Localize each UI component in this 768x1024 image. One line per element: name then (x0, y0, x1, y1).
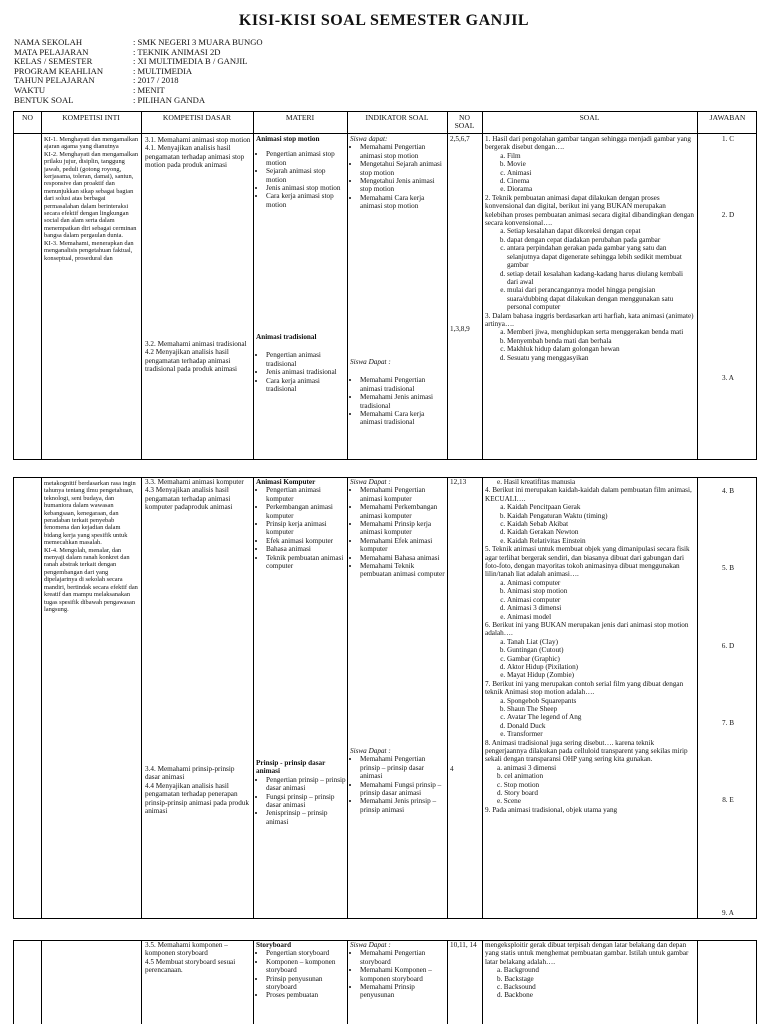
list-item: • Memahami Prinsip kerja animasi komputer (360, 520, 446, 537)
question-option: a. Spongebob Squarepants (507, 697, 695, 705)
question-option: b. dapat dengan cepat diadakan perubahan pada gambar (507, 236, 695, 244)
header-no-soal: NO SOAL (454, 113, 475, 131)
list-item: • Komponen – komponen storyboard (266, 958, 346, 975)
indikator-list (350, 486, 446, 578)
question-option: e. Hasil kreatifitas manusia (497, 478, 576, 486)
list-item: • Memahami Efek animasi komputer (360, 537, 446, 554)
question-option: b. Animasi stop motion (507, 587, 695, 595)
list-item: • Memahami Fungsi prinsip – prinsip dasar animasi (360, 781, 446, 798)
option-list (485, 227, 695, 311)
no-soal-1: 2,5,6,7 (450, 135, 470, 143)
question-option: e. Diorama (507, 185, 695, 193)
table-page-2 (13, 477, 757, 919)
question-option: c. Kaidah Sebab Akibat (507, 520, 695, 528)
list-item: • Memahami Jenis prinsip – prinsip animasi (360, 797, 446, 814)
list-item: • Pengertian storyboard (266, 949, 346, 957)
list-item: • Bahasa animasi (266, 545, 346, 553)
option-list (485, 152, 695, 194)
option-list (485, 638, 695, 680)
no-soal-5: 10,11, 14 (450, 941, 477, 949)
list-item: • Pengertian animasi tradisional (266, 351, 346, 368)
list-item: • Memahami Cara kerja animasi stop motion (360, 194, 446, 211)
info-key: MATA PELAJARAN (14, 46, 89, 57)
question-text: 7. Berikut ini yang merupakan contoh serial film yang dibuat dengan teknik Animasi stop motion adalah…. (485, 679, 684, 697)
info-value: : TEKNIK ANIMASI 2D (133, 46, 221, 57)
question-option: d. Cinema (507, 177, 695, 185)
header-indikator: INDIKATOR SOAL (365, 113, 429, 122)
option-list (485, 697, 695, 739)
no-soal-2: 1,3,8,9 (450, 325, 470, 333)
kompetisi-dasar-3-1: 3.1. Memahami animasi stop motion 4.1. Menyajikan analisis hasil pengamatan terhadap animasi stop motion pada produk animasi (145, 136, 251, 170)
question-text: 5. Teknik animasi untuk membuat objek yang dimanipulasi secara fisik agar terlihat bergerak sendiri, dan biasanya dibuat dari gabungan dari foto-foto, dengan mayoritas tokoh animasinya dibuat menggunakan lilin/tanah liat adalah animasi…. (485, 545, 690, 579)
question-option: a. Setiap kesalahan dapat dikoreksi dengan cepat (507, 227, 695, 235)
question-option: d. Donald Duck (507, 722, 695, 730)
question-option: b. Guntingan (Cutout) (507, 646, 695, 654)
list-item: • Mengetahui Jenis animasi stop motion (360, 177, 446, 194)
kompetisi-dasar-3-3: 3.3. Memahami animasi komputer 4.3 Menyajikan analisis hasil pengamatan terhadap animasi komputer padaproduk animasi (145, 478, 244, 512)
jawaban-4: 4. B (722, 487, 734, 495)
list-item: • Memahami Jenis animasi tradisional (360, 393, 446, 410)
question-option: b. Backstage (497, 974, 534, 983)
list-item: • Cara kerja animasi stop motion (266, 192, 346, 209)
list-item: • Fungsi prinsip – prinsip dasar animasi (266, 793, 346, 810)
list-item: • Pengertian animasi stop motion (266, 150, 346, 167)
indikator-list (350, 755, 446, 814)
question-option: c. antara perpindahan gerakan pada gambar yang satu dan selanjutnya dapat digenerate sehingga lebih sedikit membuat gambar (507, 244, 695, 269)
question-option: d. Story board (497, 789, 538, 798)
question-text: 6. Berikut ini yang BUKAN merupakan jenis dari animasi stop motion adalah…. (485, 620, 689, 638)
info-value: : MULTIMEDIA (133, 65, 193, 76)
question-text: 4. Berikut ini merupakan kaidah-kaidah dalam pembuatan film animasi, KECUALI…. (485, 486, 692, 503)
question-option: a. animasi 3 dimensi (497, 763, 557, 772)
jawaban-1: 1. C (722, 135, 734, 143)
materi-list (256, 776, 346, 826)
materi-storyboard: Storyboard • Pengertian storyboard • Komponen – komponen storyboard • Prinsip penyusunan storyboard • Proses pembuatan (256, 941, 346, 1000)
question-option: b. Shaun The Sheep (507, 705, 695, 713)
kompetisi-dasar-3-2: 3.2. Memahami animasi tradisional 4.2 Menyajikan analisis hasil pengamatan terhadap animasi tradisional pada produk animasi (145, 340, 247, 374)
jawaban-8: 8. E (722, 796, 734, 804)
indikator-prinsip: Siswa Dapat : • Memahami Pengertian prinsip – prinsip dasar animasi • Memahami Fungsi prinsip – prinsip dasar animasi • Memahami Jenis prinsip – prinsip animasi (350, 747, 446, 814)
question-option: a. Kaidah Pencitpaan Gerak (507, 503, 695, 511)
soal-list (485, 135, 695, 459)
option-list (485, 328, 695, 362)
table-page-3 (13, 940, 757, 1024)
list-item: • Memahami Teknik pembuatan animasi computer (360, 562, 446, 579)
materi-list (256, 150, 346, 209)
question-option: e. Mayat Hidup (Zombie) (507, 671, 695, 679)
materi-list (256, 949, 346, 999)
jawaban-9: 9. A (722, 909, 734, 917)
list-item: • Memahami Komponen – komponen storyboard (360, 966, 446, 983)
list-item: • Sejarah animasi stop motion (266, 167, 346, 184)
list-item: • Memahami Bahasa animasi (360, 554, 446, 562)
question-option: b. cel animation (497, 772, 544, 781)
list-item: • Memahami Pengertian animasi stop motion (360, 143, 446, 160)
question-option: c. Animasi (507, 169, 695, 177)
question-option: a. Film (507, 152, 695, 160)
materi-tradisional: Animasi tradisional • Pengertian animasi tradisional • Jenis animasi tradisional • Cara kerja animasi tradisional (256, 333, 346, 393)
option-list (485, 503, 695, 545)
question-text: 8. Animasi tradisional juga sering disebut…. karena teknik pengerjaannya dilakukan pada celluloid transparent yang sekilas mirip sekali dengan transparansi OHP yang sering kita gunakan. (485, 738, 688, 764)
question-text: 1. Hasil dari pengolahan gambar tangan sehingga menjadi gambar yang bergerak disebut dengan…. (485, 135, 691, 152)
option-list (485, 579, 695, 621)
materi-stop-motion: Animasi stop motion • Pengertian animasi stop motion • Sejarah animasi stop motion • Jenis animasi stop motion • Cara kerja animasi stop motion (256, 135, 346, 209)
materi-list (256, 486, 346, 570)
materi-komputer: Animasi Komputer • Pengertian animasi komputer • Perkembangan animasi komputer • Prinsip kerja animasi komputer • Efek animasi komputer • Bahasa animasi • Teknik pembuatan animasi computer (256, 478, 346, 570)
indikator-list (350, 949, 446, 999)
list-item: • Memahami Prinsip penyusunan (360, 983, 446, 1000)
info-value: : XI MULTIMEDIA B / GANJIL (133, 56, 248, 67)
list-item: • Jenisprinsip – prinsip animasi (266, 809, 346, 826)
info-row (14, 96, 263, 106)
question-option: a. Background (497, 966, 539, 975)
question-option: d. Animasi 3 dimensi (507, 604, 695, 612)
kompetisi-dasar-3-5: 3.5. Memahami komponen – komponen storyboard 4.5 Membuat storyboard sesuai perencanaan. (145, 941, 236, 975)
kompetisi-dasar-3-4: 3.4. Memahami prinsip-prinsip dasar animasi 4.4 Menyajikan analisis hasil pengamatan terhadap penerapan prinsip-prinsip animasi pada produk animasi (145, 765, 250, 816)
header-jawaban: JAWABAN (709, 113, 746, 122)
question-option: e. Animasi model (507, 613, 695, 621)
table-page-1 (13, 111, 757, 460)
soal-list (485, 478, 695, 918)
list-item: • Efek animasi komputer (266, 537, 346, 545)
info-key: WAKTU (14, 84, 46, 95)
list-item: • Cara kerja animasi tradisional (266, 377, 346, 394)
list-item: • Pengertian prinsip – prinsip dasar animasi (266, 776, 346, 793)
question-text: 9. Pada animasi tradisional, objek utama yang (485, 805, 618, 814)
indikator-storyboard: Siswa Dapat : • Memahami Pengertian storyboard • Memahami Komponen – komponen storyboard • Memahami Prinsip penyusunan (350, 941, 446, 1000)
list-item: • Memahami Pengertian prinsip – prinsip dasar animasi (360, 755, 446, 780)
question-option: d. setiap detail kesalahan kadang-kadang harus diulang kembali dari awal (507, 270, 695, 287)
jawaban-3: 3. A (722, 374, 734, 382)
question-text: 2. Teknik pembuatan animasi dapat dilakukan dengan proses konvensional dan digital, berikut ini yang BUKAN merupakan kelebihan proses pembuatan animasi secara digital dibandingkan dengan secara konvensional…. (485, 193, 694, 228)
info-key: PROGRAM KEAHLIAN (14, 65, 104, 76)
list-item: • Memahami Cara kerja animasi tradisional (360, 410, 446, 427)
header-kompetisi-dasar: KOMPETISI DASAR (162, 113, 232, 122)
question-option: d. Sesuatu yang menggasyikan (507, 354, 695, 362)
question-option: b. Kaidah Pengaturan Waktu (timing) (507, 512, 695, 520)
question-option: d. Backbone (497, 991, 533, 1000)
question-option: e. Scene (497, 797, 521, 806)
header-materi: MATERI (285, 113, 315, 122)
question-option: e. mulai dari perancangannya model hingga pengisian suara/dubbing dapat dilakukan dengan menggunakan satu personal computer (507, 286, 695, 311)
jawaban-2: 2. D (721, 211, 735, 219)
list-item: • Prinsip kerja animasi komputer (266, 520, 346, 537)
kompetisi-inti-text: KI-1. Menghayati dan mengamalkan ajaran agama yang dianutnya KI-2. Menghayati dan mengamalkan prilaku jujur, disiplin, tanggung jawab, peduli (gotong royong, kerjasama, toleran, damai), santun, responsive dan proaktif dan menunjukkan sikap sebagai bagian dari solusi atas berbagai permasalahan dalam berinteraksi secara efektif dengan lingkungan social dan alam serta dalam menempatkan diri sebagai cerminan bangsa dalam pergaulan dunia. KI-3. Memahami, menerapkan dan menganalisis pengetahuan faktual, konseptual, prosedural dan (44, 136, 139, 262)
document-title: KISI-KISI SOAL SEMESTER GANJIL (238, 12, 530, 29)
info-key: BENTUK SOAL (14, 94, 74, 105)
list-item: • Proses pembuatan (266, 991, 346, 999)
kompetisi-inti-text-cont: metakognitif berdasarkan rasa ingin tahunya tentang ilmu pengetahuan, teknologi, seni budaya, dan humaniora dalam wawasan kebangsaan, kenegaraan, dan peradaban terkait penyebab fenomena dan kejadian dalam bidang kerja yang spesifik untuk memecahkan masalah. KI-4. Mengolah, menalar, dan menyaji dalam ranah konkret dan ranah abstrak terkait dengan pengembangan dari yang dipelajarinya di sekolah secara mandiri, bertindak secara efektif dan kreatif dan mampu melaksanakan tugas spesifik dibawah pengawasan langsung. (44, 480, 138, 613)
no-soal-3: 12,13 (450, 478, 467, 486)
info-value: : PILIHAN GANDA (133, 94, 206, 105)
info-value: : SMK NEGERI 3 MUARA BUNGO (133, 37, 263, 47)
question-option: c. Backsound (497, 983, 536, 992)
indikator-list (350, 143, 446, 210)
info-key: KELAS / SEMESTER (14, 56, 93, 67)
info-key: TAHUN PELAJARAN (14, 75, 95, 86)
list-item: • Memahami Perkembangan animasi komputer (360, 503, 446, 520)
jawaban-5: 5. B (722, 564, 734, 572)
list-item: • Memahami Pengertian storyboard (360, 949, 446, 966)
list-item: • Memahami Pengertian animasi komputer (360, 486, 446, 503)
info-key: NAMA SEKOLAH (14, 37, 83, 47)
question-option: e. Kaidah Relativitas Einstein (507, 537, 695, 545)
indikator-list (350, 376, 446, 426)
question-option: d. Kaidah Gerakan Newton (507, 528, 695, 536)
indikator-tradisional: Siswa Dapat : • Memahami Pengertian animasi tradisional • Memahami Jenis animasi tradisional • Memahami Cara kerja animasi tradisional (350, 358, 446, 427)
question-option: b. Movie (507, 160, 695, 168)
question-option: c. Makhluk hidup dalam golongan hewan (507, 345, 695, 353)
question-option: c. Gambar (Graphic) (507, 655, 695, 663)
indikator-komputer: Siswa Dapat : • Memahami Pengertian animasi komputer • Memahami Perkembangan animasi komputer • Memahami Prinsip kerja animasi komputer • Memahami Efek animasi komputer • Memahami Bahasa animasi • Memahami Teknik pembuatan animasi computer (350, 478, 446, 579)
question-option: c. Avatar The legend of Ang (507, 713, 695, 721)
list-item: • Jenis animasi tradisional (266, 368, 346, 376)
list-item: • Mengetahui Sejarah animasi stop motion (360, 160, 446, 177)
list-item: • Prinsip penyusunan storyboard (266, 975, 346, 992)
question-option: c. Stop motion (497, 780, 540, 789)
materi-list (256, 351, 346, 393)
question-option: b. Menyembah benda mati dan berhala (507, 337, 695, 345)
indikator-stop-motion: Siswa dapat: • Memahami Pengertian animasi stop motion • Mengetahui Sejarah animasi stop motion • Mengetahui Jenis animasi stop motion • Memahami Cara kerja animasi stop motion (350, 135, 446, 211)
soal-continued: mengeksploitir gerak dibuat terpisah dengan latar belakang dan depan yang statis untuk menghemat pembuatan gambar. Istilah untuk gambar latar belakang adalah…. a. Background b. Backstage c. Backsound d. Backbone (485, 941, 695, 1000)
question-option: c. Animasi computer (507, 596, 695, 604)
question-option: a. Tanah Liat (Clay) (507, 638, 695, 646)
question-option: e. Transformer (507, 730, 695, 738)
question-text: 3. Dalam bahasa inggris berdasarkan arti harfiah, kata animasi (animate) artinya…. (485, 311, 694, 328)
list-item: • Pengertian animasi komputer (266, 486, 346, 503)
info-value: : 2017 / 2018 (133, 75, 179, 86)
header-soal: SOAL (579, 113, 600, 122)
school-info (14, 38, 263, 105)
question-option: a. Memberi jiwa, menghidupkan serta menggerakan benda mati (507, 328, 695, 336)
list-item: • Perkembangan animasi komputer (266, 503, 346, 520)
header-no: NO (22, 113, 33, 122)
question-option: d. Aktor Hidup (Pixilation) (507, 663, 695, 671)
materi-prinsip: Prinsip - prinsip dasar animasi • Pengertian prinsip – prinsip dasar animasi • Fungsi prinsip – prinsip dasar animasi • Jenisprinsip – prinsip animasi (256, 759, 346, 826)
list-item: • Jenis animasi stop motion (266, 184, 346, 192)
jawaban-6: 6. D (721, 642, 735, 650)
info-value: : MENIT (133, 84, 165, 95)
list-item: • Memahami Pengertian animasi tradisional (360, 376, 446, 393)
header-kompetisi-inti: KOMPETISI INTI (62, 113, 120, 122)
list-item: • Teknik pembuatan animasi computer (266, 554, 346, 571)
jawaban-7: 7. B (722, 719, 734, 727)
question-option: a. Animasi computer (507, 579, 695, 587)
no-soal-4: 4 (450, 765, 454, 773)
